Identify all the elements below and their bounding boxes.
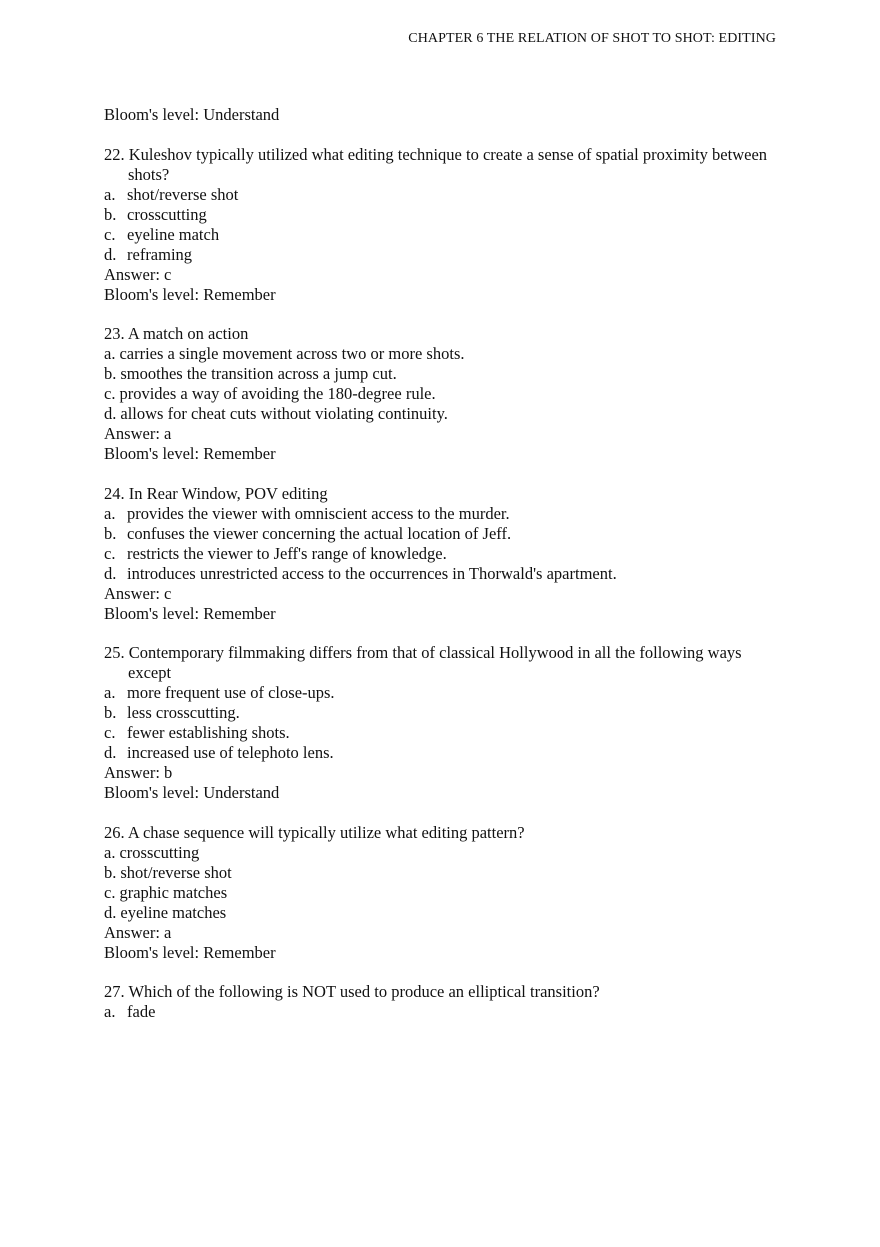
answer-option: [104, 524, 784, 544]
answer-key: Answer: a: [104, 424, 172, 443]
option-text: introduces unrestricted access to the occurrences in Thorwald's apartment.: [127, 563, 617, 583]
option-letter: a.: [104, 683, 116, 702]
answer-option: [104, 703, 784, 723]
answer-key: Answer: b: [104, 763, 173, 782]
option-text: shot/reverse shot: [120, 862, 232, 882]
question-block: [104, 823, 784, 963]
option-text: provides a way of avoiding the 180-degree rule.: [119, 384, 436, 403]
answer-option: [104, 863, 784, 883]
question-list: [104, 105, 784, 1022]
option-text: restricts the viewer to Jeff's range of knowledge.: [127, 543, 447, 563]
option-text: allows for cheat cuts without violating continuity.: [120, 404, 448, 423]
option-text: increased use of telephoto lens.: [127, 743, 334, 762]
answer-key: Answer: a: [104, 922, 172, 942]
option-letter: c.: [104, 882, 116, 902]
answer-option: [104, 185, 784, 205]
option-text: carries a single movement across two or more shots.: [119, 344, 465, 363]
blooms-level: Bloom's level: Remember: [104, 284, 276, 304]
option-text: reframing: [127, 244, 193, 264]
answer-option: [104, 344, 784, 364]
answer-option: [104, 245, 784, 265]
option-letter: d.: [104, 743, 117, 762]
option-text: eyeline matches: [120, 902, 227, 922]
answer-key: Answer: c: [104, 583, 172, 603]
option-letter: b.: [104, 204, 117, 224]
blooms-level: Bloom's level: Remember: [104, 444, 276, 463]
answer-option: [104, 743, 784, 763]
blooms-level: Bloom's level: Understand: [104, 105, 280, 124]
option-letter: c.: [104, 543, 116, 563]
option-letter: c.: [104, 723, 116, 742]
answer-option: [104, 843, 784, 863]
option-letter: a.: [104, 344, 116, 363]
option-text: graphic matches: [119, 882, 228, 902]
chapter-header: CHAPTER 6 THE RELATION OF SHOT TO SHOT: EDITING: [408, 31, 776, 46]
option-letter: a.: [104, 184, 116, 204]
option-letter: a.: [104, 842, 116, 862]
answer-option: [104, 404, 784, 424]
answer-option: [104, 544, 784, 564]
question-text: 23. A match on action: [104, 324, 249, 343]
answer-option: [104, 564, 784, 584]
option-letter: c.: [104, 224, 116, 244]
option-text: fade: [127, 1002, 156, 1021]
option-text: fewer establishing shots.: [127, 723, 290, 742]
option-text: shot/reverse shot: [127, 184, 239, 204]
question-text: 22. Kuleshov typically utilized what editing technique to create a sense of spatial proximity between shots?: [104, 144, 768, 184]
blooms-level: Bloom's level: Remember: [104, 942, 276, 962]
answer-option: [104, 683, 784, 703]
option-letter: d.: [104, 244, 117, 264]
blooms-level: Bloom's level: Understand: [104, 783, 280, 802]
answer-option: [104, 504, 784, 524]
answer-option: [104, 364, 784, 384]
option-text: less crosscutting.: [127, 703, 240, 722]
answer-option: [104, 205, 784, 225]
option-letter: b.: [104, 703, 117, 722]
question-block: [104, 643, 784, 803]
option-letter: a.: [104, 503, 116, 523]
question-block: [104, 484, 784, 624]
option-text: smoothes the transition across a jump cut.: [120, 364, 397, 383]
question-text: 25. Contemporary filmmaking differs from that of classical Hollywood in all the following ways except: [104, 643, 742, 682]
option-text: more frequent use of close-ups.: [127, 683, 335, 702]
answer-option: [104, 1002, 784, 1022]
answer-key: Answer: c: [104, 264, 172, 284]
answer-option: [104, 723, 784, 743]
option-text: eyeline match: [127, 224, 220, 244]
option-letter: c.: [104, 384, 116, 403]
question-block: [104, 145, 784, 305]
option-text: provides the viewer with omniscient access to the murder.: [127, 503, 510, 523]
answer-option: [104, 384, 784, 404]
option-text: crosscutting: [119, 842, 200, 862]
option-letter: b.: [104, 523, 117, 543]
option-letter: d.: [104, 563, 117, 583]
option-letter: d.: [104, 902, 117, 922]
answer-option: [104, 883, 784, 903]
answer-option: [104, 903, 784, 923]
option-text: confuses the viewer concerning the actual location of Jeff.: [127, 523, 512, 543]
option-letter: d.: [104, 404, 117, 423]
blooms-level: Bloom's level: Remember: [104, 603, 276, 623]
question-text: 27. Which of the following is NOT used to produce an elliptical transition?: [104, 982, 600, 1001]
question-block: [104, 982, 784, 1022]
question-text: 26. A chase sequence will typically utilize what editing pattern?: [104, 822, 525, 842]
option-text: crosscutting: [127, 204, 207, 224]
option-letter: b.: [104, 862, 117, 882]
question-block: [104, 324, 784, 464]
answer-option: [104, 225, 784, 245]
option-letter: a.: [104, 1002, 116, 1021]
question-text: 24. In Rear Window, POV editing: [104, 483, 328, 503]
option-letter: b.: [104, 364, 117, 383]
